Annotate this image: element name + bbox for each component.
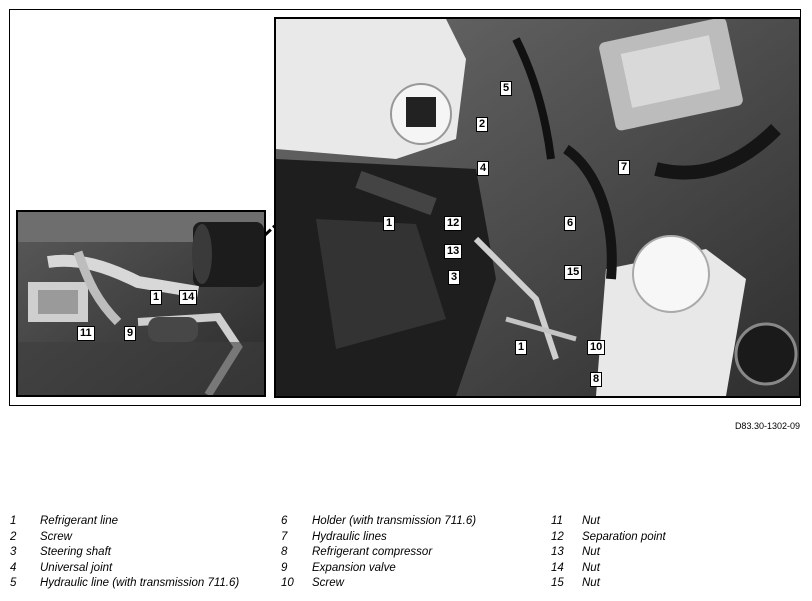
inset-photo: [16, 210, 266, 397]
legend: 1 Refrigerant line 2 Screw 3 Steering shaft 4 Universal joint 5 Hydraulic line (with transmission 711.6) 6 Holder (with transmission 711.6) 7 Hydraulic lines 8 Refrigerant compressor 9 Expansion valve 10 Screw 11 Nut 12 Separation point 13 Nut 14 Nut 15 Nut: [10, 515, 666, 589]
main-callout-1-upper: 1: [383, 216, 395, 231]
main-callout-6: 6: [564, 216, 576, 231]
main-callout-13: 13: [444, 244, 462, 259]
main-callout-15: 15: [564, 265, 582, 280]
main-callout-1-lower: 1: [515, 340, 527, 355]
inset-photo-graphic: [18, 212, 264, 395]
main-callout-10: 10: [587, 340, 605, 355]
main-photo-graphic: [276, 19, 799, 396]
inset-callout-9: 9: [124, 326, 136, 341]
drawing-id: D83.30-1302-09: [734, 421, 800, 431]
inset-callout-14: 14: [179, 290, 197, 305]
main-photo: [274, 17, 801, 398]
main-callout-8: 8: [590, 372, 602, 387]
main-callout-2: 2: [476, 117, 488, 132]
main-callout-5: 5: [500, 81, 512, 96]
main-callout-4: 4: [477, 161, 489, 176]
inset-callout-11: 11: [77, 326, 95, 341]
inset-callout-1: 1: [150, 290, 162, 305]
main-callout-12: 12: [444, 216, 462, 231]
main-callout-7: 7: [618, 160, 630, 175]
main-callout-3: 3: [448, 270, 460, 285]
